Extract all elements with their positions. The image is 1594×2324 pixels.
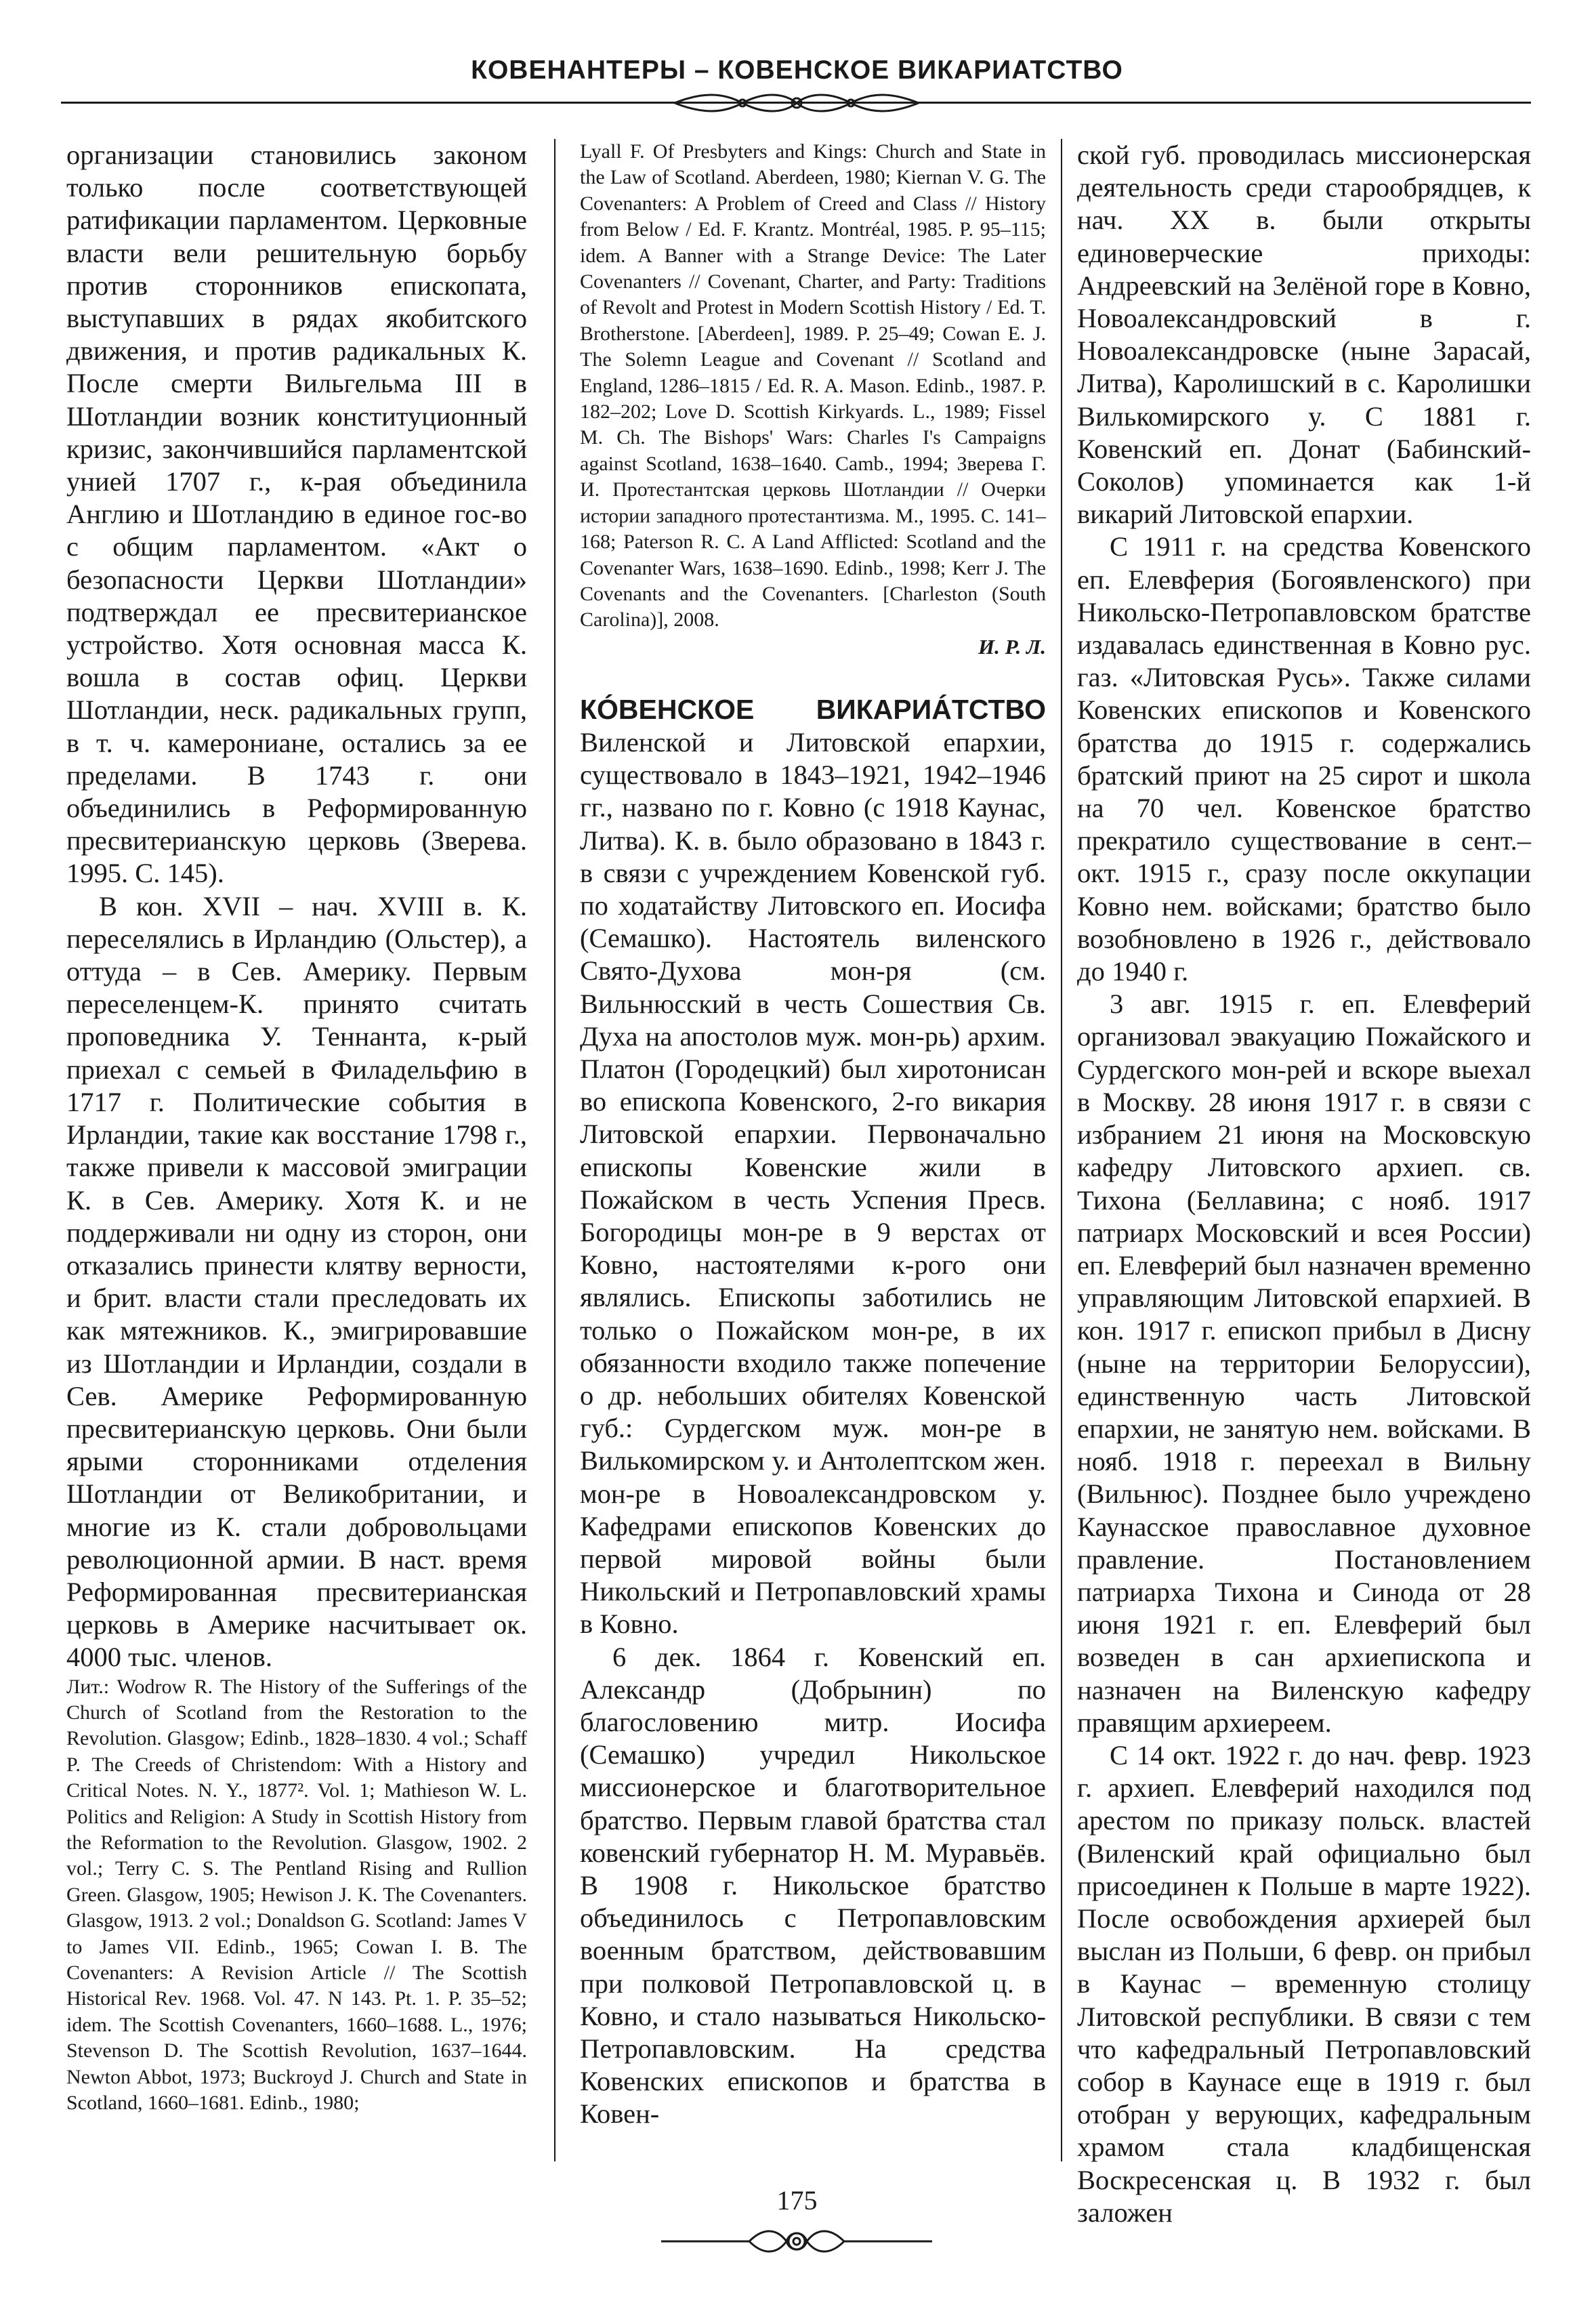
col3-paragraph-4: С 14 окт. 1922 г. до нач. февр. 1923 г. архиеп. Елевферий находился под арестом по приказу польск. властей (Виленский край официально был присоединен к Польше в марте 1922). После освобождения архиерей был выслан из Польши, 6 февр. он прибыл в Каунас – временную столицу Литовской республики. В связи с тем что кафедральный Петропавловский собор в Каунасе еще в 1919 г. был отобран у верующих, кафедральным храмом стала кладбищенская Воскресенская ц. В 1932 г. был заложен — [1077, 1739, 1531, 2228]
column-divider-left — [554, 139, 555, 2161]
col1-paragraph-1: организации становились законом только после соответствующей ратификации парламентом. Церковные власти вели решительную борьбу против сторонников епископата, выступавших в рядах якобитского движения, и против радикальных К. После смерти Вильгельма III в Шотландии возник конституционный кризис, закончившийся парламентской унией 1707 г., к-рая объединила Англию и Шотландию в единое гос-во с общим парламентом. «Акт о безопасности Церкви Шотландии» подтверждал ее пресвитерианское устройство. Хотя основная масса К. вошла в состав офиц. Церкви Шотландии, неск. радикальных групп, в т. ч. камерониане, остались за ее пределами. В 1743 г. они объединились в Реформированную пресвитерианскую церковь (Зверева. 1995. С. 145). — [66, 140, 527, 889]
footer-ornament-icon — [661, 2224, 932, 2259]
col3-paragraph-3: 3 авг. 1915 г. еп. Елевферий организовал эвакуацию Пожайского и Сурдегского мон-рей и вскоре выехал в Москву. 28 июня 1917 г. в связи с избранием 21 июня на Московскую кафедру Литовского архиеп. св. Тихона (Беллавина; с нояб. 1917 патриарх Московский и всея России) еп. Елевферий был назначен временно управляющим Литовской епархией. В кон. 1917 г. епископ прибыл в Дисну (ныне на территории Белоруссии), единственную часть Литовской епархии, не занятую нем. войсками. В нояб. 1918 г. переехал в Вильну (Вильнюс). Позднее было учреждено Каунасское православное духовное правление. Постановлением патриарха Тихона и Синода от 28 июня 1921 г. еп. Елевферий был возведен в сан архиепископа и назначен на Виленскую кафедру правящим архиереем. — [1077, 989, 1531, 1738]
entry-title: КÓВЕНСКОЕ ВИКАРИÁТСТВО — [580, 693, 1046, 725]
author-signature: И. Р. Л. — [978, 634, 1046, 659]
page-number: 175 — [776, 2185, 818, 2216]
col3-paragraph-1: ской губ. проводилась миссионерская деятельность среди старообрядцев, к нач. XX в. были открыты единоверческие приходы: Андреевский на Зелёной горе в Ковно, Новоалександровский в г. Новоалександровске (ныне Зарасай, Литва), Каролишский в с. Каролишки Вилькомирского у. С 1881 г. Ковенский еп. Донат (Бабинский-Соколов) упоминается как 1-й викарий Литовской епархии. — [1077, 140, 1531, 530]
column-1 — [66, 139, 527, 2178]
column-divider-right — [1061, 139, 1062, 2161]
entry-body: Виленской и Литовской епархии, существовало в 1843–1921, 1942–1946 гг., названо по г. Ковно (с 1918 Каунас, Литва). К. в. было образовано в 1843 г. в связи с учреждением Ковенской губ. по ходатайству Литовского еп. Иосифа (Семашко). Настоятель виленского Свято-Духова мон-ря (см. Вильнюсский в честь Сошествия Св. Духа на апостолов муж. мон-рь) архим. Платон (Городецкий) был хиротонисан во епископа Ковенского, 2-го викария Литовской епархии. Первоначально епископы Ковенские жили в Пожайском в честь Успения Пресв. Богородицы мон-ре в 9 верстах от Ковно, настоятелями к-рого они являлись. Епископы заботились не только о Пожайском мон-ре, в их обязанности входило также попечение о др. небольших обителях Ковенской губ.: Сурдегском муж. мон-ре в Вилькомирском у. и Антолептском жен. мон-ре в Новоалександровском у. Кафедрами епископов Ковенских до первой мировой войны были Никольский и Петропавловский храмы в Ковно. — [580, 726, 1046, 1640]
col2-paragraph-2: 6 дек. 1864 г. Ковенский еп. Александр (Добрынин) по благословению митр. Иосифа (Семашко) учредил Никольское миссионерское и благотворительное братство. Первым главой братства стал ковенский губернатор Н. М. Муравьёв. В 1908 г. Никольское братство объединилось с Петропавловским военным братством, действовавшим при полковой Петропавловской ц. в Ковно, и стало называться Никольско-Петропавловским. На средства Ковенских епископов и братства в Ковен- — [580, 1641, 1046, 2130]
running-title: КОВЕНАНТЕРЫ – КОВЕНСКОЕ ВИКАРИАТСТВО — [471, 56, 1123, 85]
header-ornament-icon — [661, 91, 932, 115]
col3-paragraph-2: С 1911 г. на средства Ковенского еп. Елевферия (Богоявленского) при Никольско-Петропавловском братстве издавалась единственная в Ковно рус. газ. «Литовская Русь». Также силами Ковенских епископов и Ковенского братства до 1915 г. содержались братский приют на 25 сирот и школа на 70 чел. Ковенское братство прекратило существование в сент.–окт. 1915 г., сразу после оккупации Ковно нем. войсками; братство было возобновлено в 1926 г., действовало до 1940 г. — [1077, 531, 1531, 987]
column-3 — [1077, 139, 1531, 2228]
entry-paragraph — [580, 693, 1046, 1641]
entry-spacer — [580, 661, 1046, 693]
col1-paragraph-2: В кон. XVII – нач. XVIII в. К. переселялись в Ирландию (Ольстер), а оттуда – в Сев. Америку. Первым переселенцем-К. принято считать проповедника У. Теннанта, к-рый приехал с семьей в Филадельфию в 1717 г. Политические события в Ирландии, такие как восстание 1798 г., также привели к массовой эмиграции К. в Сев. Америку. Хотя К. и не поддерживали ни одну из сторон, они отказались принести клятву верности, и брит. власти стали преследовать их как мятежников. К., эмигрировавшие из Шотландии и Ирландии, создали в Сев. Америке Реформированную пресвитерианскую церковь. Они были ярыми сторонниками отделения Шотландии от Великобритании, и многие из К. стали добровольцами революционной армии. В наст. время Реформированная пресвитерианская церковь в Америке насчитывает ок. 4000 тыс. членов. — [66, 890, 527, 1673]
col2-literature-continued: Lyall F. Of Presbyters and Kings: Church and State in the Law of Scotland. Aberdeen, 1980; Kiernan V. G. The Covenanters: A Problem of Creed and Class // History from Below / Ed. F. Krantz. Montréal, 1985. P. 95–115; idem. A Banner with a Strange Device: The Later Covenanters // Covenant, Charter, and Party: Traditions of Revolt and Protest in Modern Scottish History / Ed. T. Brotherstone. [Aberdeen], 1989. P. 25–49; Cowan E. J. The Solemn League and Covenant // Scotland and England, 1286–1815 / Ed. R. A. Mason. Edinb., 1987. P. 182–202; Love D. Scottish Kirkyards. L., 1989; Fissel M. Ch. The Bishops' Wars: Charles I's Campaigns against Scotland, 1638–1640. Camb., 1994; Зверева Г. И. Протестантская церковь Шотландии // Очерки истории западного протестантизма. М., 1995. С. 141–168; Paterson R. C. A Land Afflicted: Scotland and the Covenanter Wars, 1638–1690. Edinb., 1998; Kerr J. The Covenants and the Covenanters. [Charleston (South Carolina)], 2008. — [580, 140, 1046, 631]
col1-literature: Лит.: Wodrow R. The History of the Sufferings of the Church of Scotland from the Restoration to the Revolution. Glasgow; Edinb., 1828–1830. 4 vol.; Schaff P. The Creeds of Christendom: With a History and Critical Notes. N. Y., 1877². Vol. 1; Mathieson W. L. Politics and Religion: A Study in Scottish History from the Reformation to the Revolution. Glasgow, 1902. 2 vol.; Terry C. S. The Pentland Rising and Rullion Green. Glasgow, 1905; Hewison J. K. The Covenanters. Glasgow, 1913. 2 vol.; Donaldson G. Scotland: James V to James VII. Edinb., 1965; Cowan I. B. The Covenanters: A Revision Article // The Scottish Historical Rev. 1968. Vol. 47. N 143. Pt. 1. P. 35–52; idem. The Scottish Covenanters, 1660–1688. L., 1976; Stevenson D. The Scottish Revolution, 1637–1644. Newton Abbot, 1973; Buckroyd J. Church and State in Scotland, 1660–1681. Edinb., 1980; — [66, 1675, 527, 2115]
column-2 — [580, 139, 1046, 2178]
